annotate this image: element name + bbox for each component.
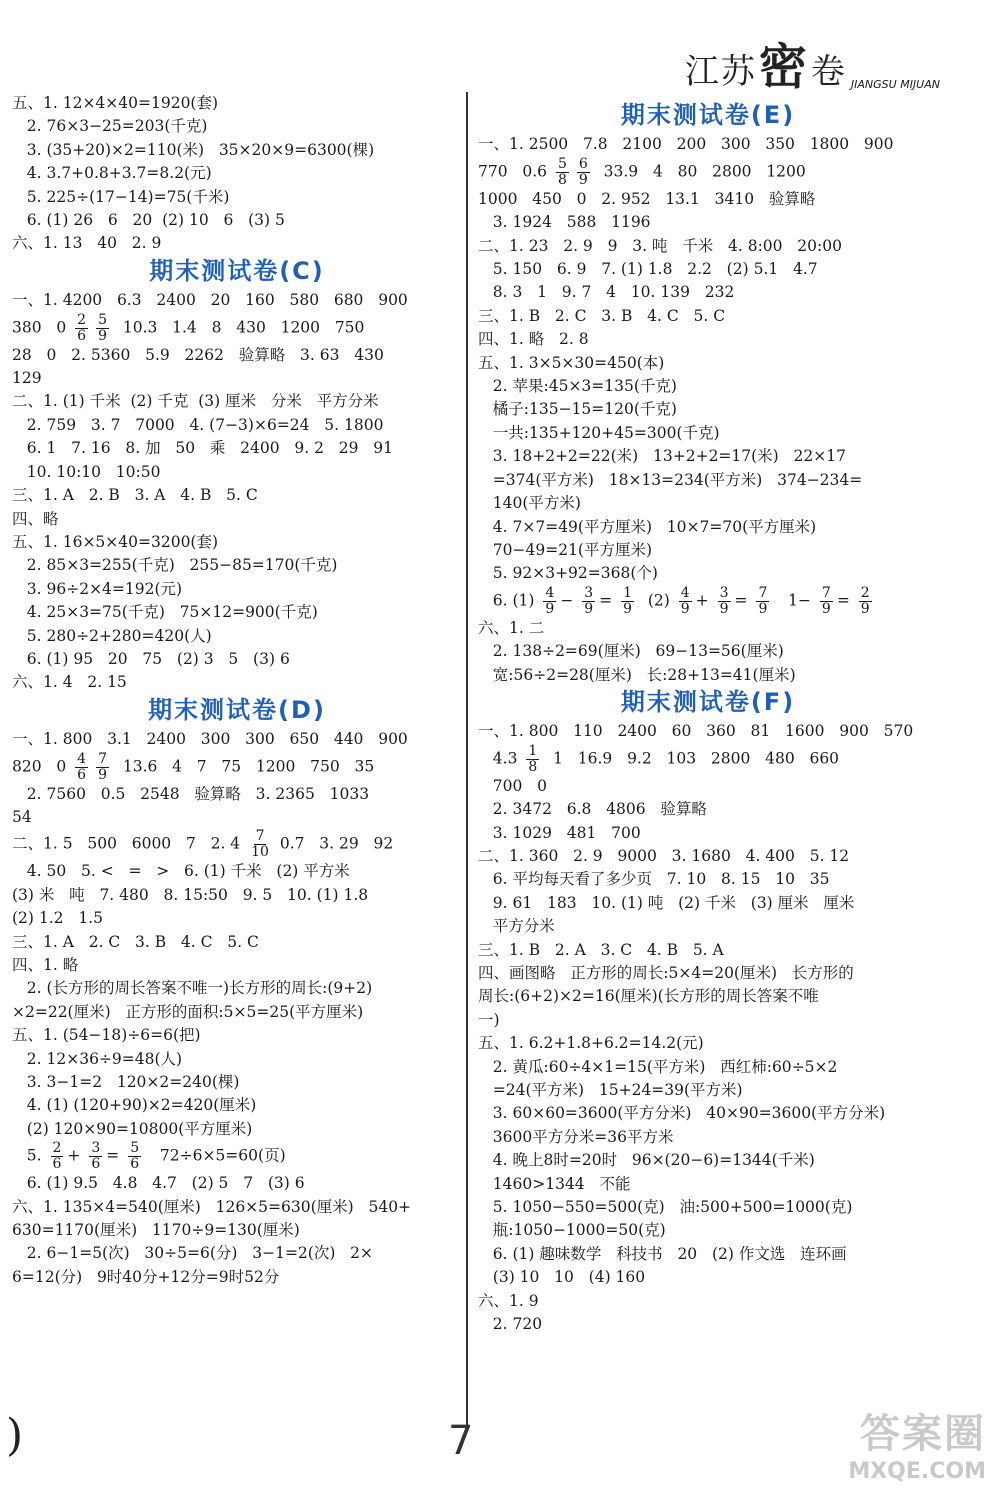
answer-line: 54 [12,807,32,826]
answer-line: 820 0 $\frac{4}{6}$ $\frac{7}{9}$ 13.6 4 7 75 1200 750 35 [12,750,375,783]
fraction: $\frac{5}{9}$ [98,311,107,344]
answer-line: 三、1. B 2. A 3. C 4. B 5. A [478,940,724,959]
answer-line: (2) 120×90=10800(平方厘米) [12,1119,253,1138]
answer-line: 4. 晚上8时=20时 96×(20−6)=1344(千米) [478,1151,815,1170]
answer-line: 二、1. (1) 千米 (2) 千克 (3) 厘米 分米 平方分米 [12,392,379,411]
brand-logo: 江苏密卷 [684,39,847,95]
answer-line: 700 0 [478,776,548,795]
answer-line: 2. 12×36÷9=48(人) [12,1049,183,1068]
answer-line: ×2=22(厘米) 正方形的面积:5×5=25(平方厘米) [12,1002,364,1021]
answer-line: 2. 76×3−25=203(千克) [12,117,208,136]
answer-line: 5. 280÷2+280=420(人) [12,626,212,645]
fraction: $\frac{1}{9}$ [623,584,632,617]
fraction: $\frac{7}{9}$ [821,584,831,617]
answer-line: 5. 150 6. 9 7. (1) 1.8 2.2 (2) 5.1 4.7 [478,260,818,279]
fraction: $\frac{7}{10}$ [251,828,269,861]
fraction: $\frac{7}{9}$ [98,750,107,783]
answer-line: 3. (35+20)×2=110(米) 35×20×9=6300(棵) [12,140,375,159]
answer-line: 一、1. 800 3.1 2400 300 300 650 440 900 [12,730,408,749]
answer-line: 6. (1) 趣味数学 科技书 20 (2) 作文选 连环画 [478,1244,847,1263]
left-answer-column [12,92,462,1289]
fraction: $\frac{6}{9}$ [578,155,588,188]
answer-line: 8. 3 1 9. 7 4 10. 139 232 [478,283,735,302]
answer-line: 2. 138÷2=69(厘米) 69−13=56(厘米) [478,642,784,661]
answer-line: 四、画图略 正方形的周长:5×4=20(厘米) 长方形的 [478,964,854,982]
answer-line: (3) 10 10 (4) 160 [478,1268,646,1287]
answer-line: 6. 平均每天看了多少页 7. 10 8. 15 10 35 [478,870,830,889]
answer-line: 五、1. (54−18)÷6=6(把) [12,1026,201,1045]
section-title: 期末测试卷(E) [620,101,796,129]
answer-line: 3. 96÷2×4=192(元) [12,579,183,598]
answer-line: 三、1. A 2. B 3. A 4. B 5. C [12,486,258,505]
answer-line: 六、1. 13 40 2. 9 [12,234,162,253]
fraction: $\frac{2}{9}$ [860,584,870,617]
fraction: $\frac{3}{6}$ [91,1140,101,1173]
answer-line: 9. 61 183 10. (1) 吨 (2) 千米 (3) 厘米 厘米 [478,893,855,912]
answer-line: 6=12(分) 9时40分+12分=9时52分 [12,1267,280,1286]
answer-line: 一、1. 800 110 2400 60 360 81 1600 900 570 [478,722,914,741]
fraction: $\frac{1}{8}$ [528,742,538,775]
fraction: $\frac{4}{9}$ [680,584,690,617]
page-number: 7 [448,1418,474,1464]
answer-line: 4. (1) (120+90)×2=420(厘米) [12,1096,257,1115]
fraction: $\frac{5}{8}$ [557,155,567,188]
section-title: 期末测试卷(F) [620,687,796,716]
answer-line: 四、1. 略 2. 8 [478,330,589,349]
answer-line: 3. 1924 588 1196 [478,213,651,232]
answer-line: (3) 米 吨 7. 480 8. 15:50 9. 5 10. (1) 1.8 [12,885,369,904]
answer-line: 五、1. 16×5×40=3200(套) [12,532,219,551]
answer-line: 四、略 [12,509,59,528]
fraction: $\frac{3}{9}$ [719,584,729,617]
right-answer-column [478,100,938,1337]
answer-line: 宽:56÷2=28(厘米) 长:28+13=41(厘米) [478,665,796,684]
answer-line: =24(平方米) 15+24=39(平方米) [478,1081,743,1100]
answer-line: 6. (1) 95 20 75 (2) 3 5 (3) 6 [12,649,290,668]
fraction: $\frac{3}{9}$ [584,584,594,617]
answer-line: 6. 1 7. 16 8. 加 50 乘 2400 9. 2 29 91 [12,439,393,458]
answer-line: 5. 92×3+92=368(个) [478,564,658,583]
answer-line: 5. $\frac{2}{6}$ + $\frac{3}{6}$ = $\frac{5}{6}$ 72÷6×5=60(页) [12,1140,286,1173]
answer-line: 4. 25×3=75(千克) 75×12=900(千克) [12,603,318,622]
fraction: $\frac{7}{9}$ [758,584,768,617]
answer-line: 二、1. 5 500 6000 7 2. 4 $\frac{7}{10}$ 0.7 3. 29 92 [12,828,394,861]
answer-line: 10. 10:10 10:50 [12,462,161,481]
answer-line: 橘子:135−15=120(千克) [478,400,677,419]
answer-line: 瓶:1050−1000=50(克) [478,1221,666,1240]
watermark [848,1402,986,1484]
answer-line: 六、1. 二 [478,618,545,637]
edge-mark: ) [6,1410,24,1461]
answer-line: 5. 225÷(17−14)=75(千米) [12,187,230,206]
answer-line: 平方分米 [478,917,555,936]
answer-line: 五、1. 6.2+1.8+6.2=14.2(元) [478,1034,704,1053]
answer-line: 一共:135+120+45=300(千克) [478,423,720,442]
answer-line: 2. 7560 0.5 2548 验算略 3. 2365 1033 [12,784,370,803]
fraction: $\frac{2}{6}$ [52,1140,62,1173]
answer-line: 3. 60×60=3600(平方分米) 40×90=3600(平方分米) [478,1104,886,1123]
answer-line: 380 0 $\frac{2}{6}$ $\frac{5}{9}$ 10.3 1.4 8 430 1200 750 [12,311,365,344]
answer-line: 140(平方米) [478,494,581,513]
watermark-sub: MXQE.COM [848,1459,986,1484]
answer-line: 2. (长方形的周长答案不唯一)长方形的周长:(9+2) [12,979,373,998]
answer-line: 28 0 2. 5360 5.9 2262 验算略 3. 63 430 [12,345,384,364]
fraction: $\frac{4}{9}$ [545,584,555,617]
answer-line: 2. 85×3=255(千克) 255−85=170(千克) [12,556,338,575]
answer-line: 4. 3.7+0.8+3.7=8.2(元) [12,164,212,183]
section-title: 期末测试卷(D) [148,695,326,724]
answer-line: 周长:(6+2)×2=16(厘米)(长方形的周长答案不唯 [478,987,819,1006]
column-divider [466,92,468,1432]
answer-line: 六、1. 135×4=540(厘米) 126×5=630(厘米) 540+ [12,1197,412,1216]
answer-line: 2. 3472 6.8 4806 验算略 [478,800,707,819]
answer-line: 1000 450 0 2. 952 13.1 3410 验算略 [478,189,816,208]
answer-line: 2. 759 3. 7 7000 4. (7−3)×6=24 5. 1800 [12,415,384,434]
section-title: 期末测试卷(C) [149,256,325,285]
answer-line: 2. 720 [478,1315,543,1334]
answer-line: 六、1. 9 [478,1291,539,1310]
answer-line: 六、1. 4 2. 15 [12,673,127,692]
answer-line: 三、1. A 2. C 3. B 4. C 5. C [12,932,259,951]
answer-line: 4. 7×7=49(平方厘米) 10×7=70(平方厘米) [478,517,817,536]
answer-line: 二、1. 23 2. 9 9 3. 吨 千米 4. 8:00 20:00 [478,236,842,255]
answer-line: =374(平方米) 18×13=234(平方米) 374−234= [478,470,863,489]
answer-line: 6. (1) 26 6 20 (2) 10 6 (3) 5 [12,211,285,230]
answer-line: 四、1. 略 [12,956,79,974]
fraction: $\frac{5}{6}$ [130,1140,140,1173]
answer-line: 6. (1) 9.5 4.8 4.7 (2) 5 7 (3) 6 [12,1174,305,1193]
answer-line: 6. (1) $\frac{4}{9}$ − $\frac{3}{9}$ = $\frac{1}{9}$ (2) $\frac{4}{9}$ + $\frac{3}{9}$ = $\frac{7}{9}$ 1− $\frac{7}{9}$ = $\frac{2}{9}$ [478,584,870,617]
answer-line: 630=1170(厘米) 1170÷9=130(厘米) [12,1221,300,1240]
answer-line: 二、1. 360 2. 9 9000 3. 1680 4. 400 5. 12 [478,846,850,865]
answer-line: 一、1. 4200 6.3 2400 20 160 580 680 900 [12,291,408,310]
answer-line: 4.3 $\frac{1}{8}$ 1 16.9 9.2 103 2800 480 660 [478,742,840,775]
answer-line: 770 0.6 $\frac{5}{8}$ $\frac{6}{9}$ 33.9 4 80 2800 1200 [478,155,806,188]
answer-line: 五、1. 3×5×30=450(本) [478,353,665,372]
answer-line: 2. 苹果:45×3=135(千克) [478,377,677,396]
brand-pinyin: JIANGSU MIJUAN [850,78,940,91]
answer-line: 4. 50 5. < = > 6. (1) 千米 (2) 平方米 [12,862,350,881]
answer-line: 一、1. 2500 7.8 2100 200 300 350 1800 900 [478,135,894,154]
answer-line: 5. 1050−550=500(克) 油:500+500=1000(克) [478,1198,853,1217]
answer-line: 2. 黄瓜:60÷4×1=15(平方米) 西红柿:60÷5×2 [478,1057,838,1076]
answer-line: 70−49=21(平方厘米) [478,540,653,559]
answer-line: 3. 18+2+2=22(米) 13+2+2=17(米) 22×17 [478,447,846,466]
answer-line: (2) 1.2 1.5 [12,909,103,928]
fraction: $\frac{4}{6}$ [77,750,87,783]
answer-line: 三、1. B 2. C 3. B 4. C 5. C [478,306,726,325]
brand-header [685,28,940,97]
answer-line: 1460>1344 不能 [478,1174,631,1193]
answer-line: 一) [478,1010,500,1029]
answer-line: 3600平方分米=36平方米 [478,1127,674,1146]
watermark-main: 答案圈 [860,1411,986,1457]
answer-line: 3. 3−1=2 120×2=240(棵) [12,1073,240,1092]
answer-line: 129 [12,369,42,388]
answer-line: 3. 1029 481 700 [478,823,641,842]
fraction: $\frac{2}{6}$ [77,311,87,344]
answer-line: 五、1. 12×4×40=1920(套) [12,94,219,112]
answer-line: 2. 6−1=5(次) 30÷5=6(分) 3−1=2(次) 2× [12,1244,374,1263]
